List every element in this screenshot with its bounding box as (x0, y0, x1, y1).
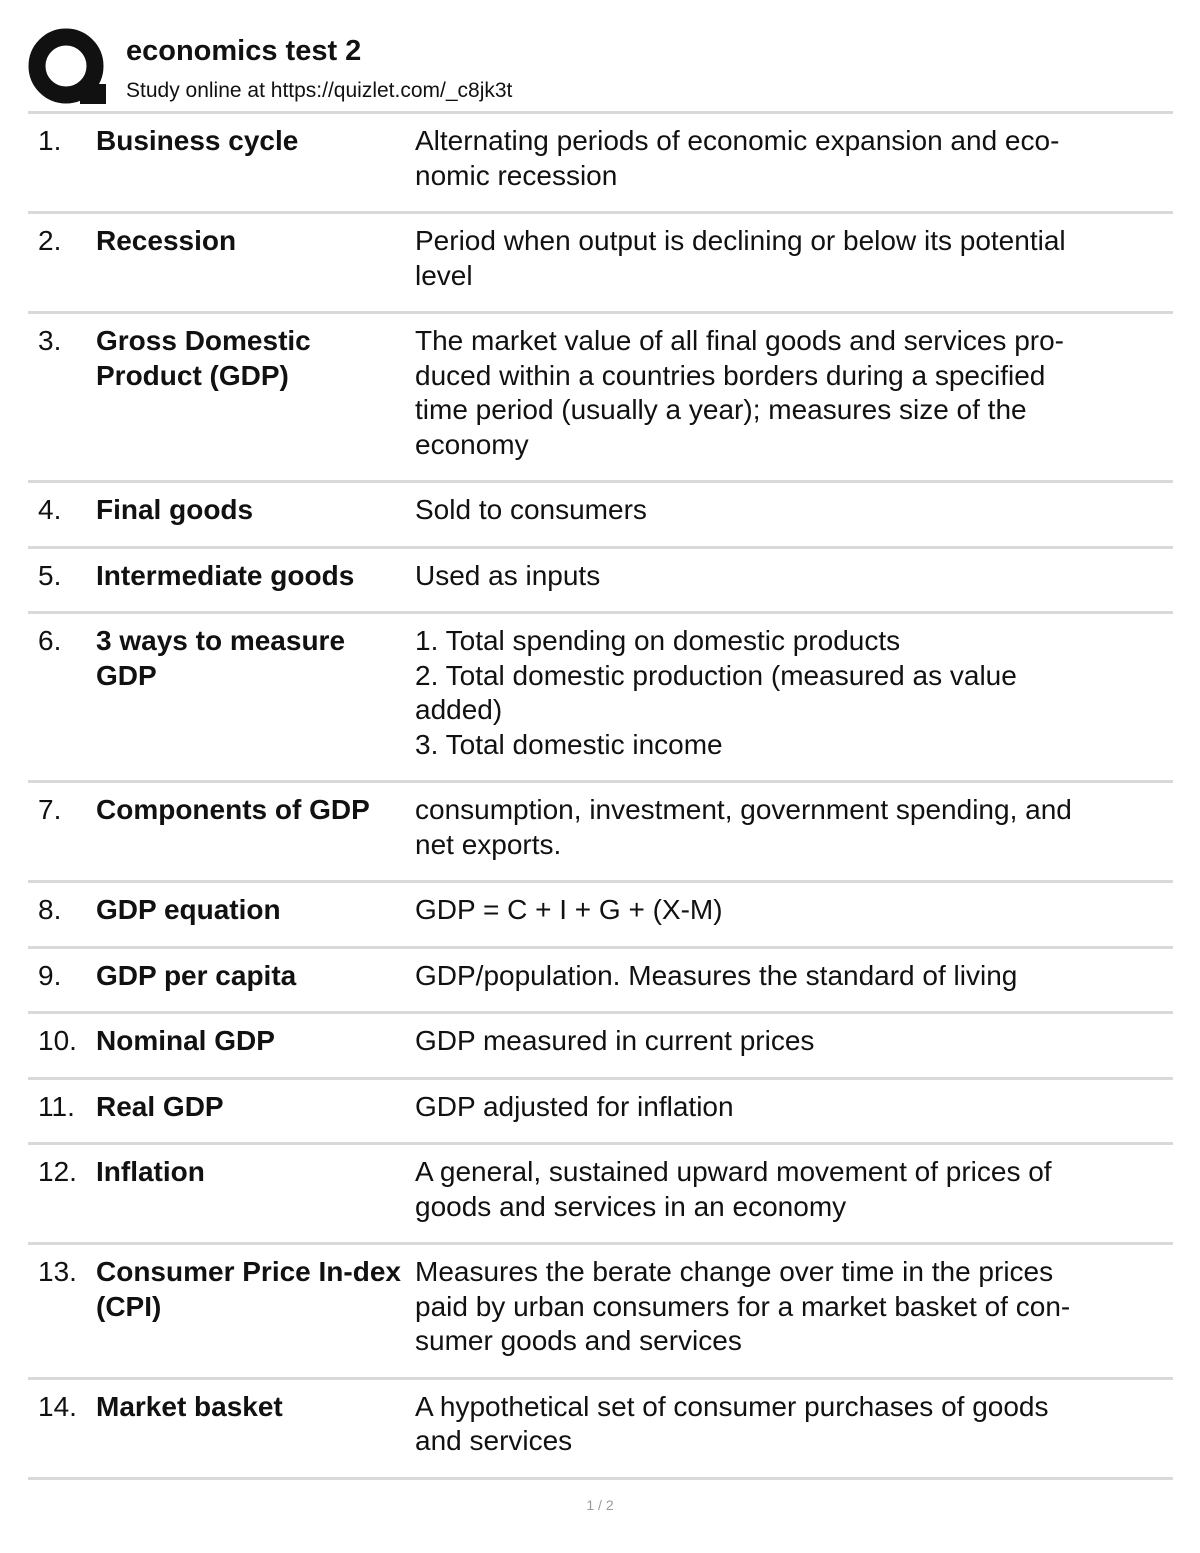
term-definition (415, 959, 1173, 994)
definition-line: GDP/population. Measures the standard of living (415, 959, 1018, 991)
term-number: 5. (38, 559, 62, 591)
term-row (28, 1080, 1173, 1146)
term-row (28, 783, 1173, 883)
term-number: 12. (38, 1156, 77, 1187)
term-name: Inflation (96, 1156, 205, 1187)
term-definition (415, 1390, 1173, 1459)
definition-line: The market value of all final goods and services pro- (415, 325, 1064, 356)
term-name: Nominal GDP (96, 1025, 275, 1056)
definition-line: added) (415, 694, 503, 725)
term-name: 3 ways to measure GDP (96, 625, 346, 691)
term-definition (415, 624, 1173, 762)
term-number: 13. (38, 1256, 77, 1287)
term-definition (415, 324, 1173, 462)
term-definition (415, 124, 1173, 193)
term-definition (415, 493, 1173, 528)
term-row (28, 1245, 1173, 1380)
document-title: economics test 2 (126, 35, 362, 67)
page-indicator: 1 / 2 (586, 1497, 614, 1513)
definition-line: level (415, 259, 473, 291)
term-definition (415, 893, 1173, 928)
term-number: 4. (38, 494, 62, 525)
definition-line: GDP = C + I + G + (X-M) (415, 894, 723, 925)
term-name: Intermediate goods (96, 559, 355, 591)
term-name: GDP equation (96, 894, 281, 925)
definition-line: net exports. (415, 828, 562, 860)
quizlet-q-logo-icon (28, 28, 108, 108)
term-row (28, 1145, 1173, 1245)
term-number: 8. (38, 894, 62, 925)
definition-line: sumer goods and services (415, 1325, 742, 1356)
study-online-link-text: Study online at https://quizlet.com/_c8jk3t (126, 79, 513, 102)
definition-line: goods and services in an economy (415, 1190, 847, 1222)
definition-line: nomic recession (415, 159, 618, 191)
term-definition (415, 1155, 1173, 1224)
term-row (28, 114, 1173, 214)
definition-line: 2. Total domestic production (measured as value (415, 659, 1017, 691)
term-name: Business cycle (96, 125, 299, 156)
definition-line: GDP measured in current prices (415, 1025, 815, 1056)
definition-line: Period when output is declining or below its potential (415, 225, 1066, 256)
definition-line: Alternating periods of economic expansion and eco- (415, 125, 1060, 156)
definition-line: time period (usually a year); measures size of the (415, 394, 1027, 425)
definition-line: Used as inputs (415, 559, 601, 591)
term-name: Gross Domestic Product (GDP) (96, 325, 311, 391)
definition-line: GDP adjusted for inflation (415, 1090, 734, 1122)
term-definition (415, 1090, 1173, 1125)
definition-line: A general, sustained upward movement of prices of (415, 1156, 1052, 1187)
term-name: Components of GDP (96, 794, 370, 825)
term-name: Recession (96, 225, 237, 256)
term-name: Final goods (96, 494, 254, 525)
term-definition (415, 224, 1173, 293)
term-name: Market basket (96, 1390, 283, 1422)
term-row (28, 214, 1173, 314)
term-number: 6. (38, 625, 62, 656)
definition-line: Measures the berate change over time in the prices (415, 1256, 1054, 1287)
term-row (28, 883, 1173, 949)
term-number: 9. (38, 959, 62, 991)
definition-line: and services (415, 1425, 573, 1456)
definition-line: 1. Total spending on domestic products (415, 625, 901, 656)
term-name: GDP per capita (96, 959, 297, 991)
definition-line: paid by urban consumers for a market basket of con- (415, 1290, 1071, 1322)
document-header (28, 28, 1173, 112)
definition-line: A hypothetical set of consumer purchases of goods (415, 1390, 1049, 1422)
definition-line: 3. Total domestic income (415, 728, 723, 760)
term-number: 2. (38, 225, 62, 256)
term-definition (415, 1255, 1173, 1359)
term-name: Real GDP (96, 1090, 224, 1122)
term-row (28, 314, 1173, 483)
definition-line: duced within a countries borders during a specified (415, 359, 1046, 391)
term-row (28, 483, 1173, 549)
term-number: 14. (38, 1390, 77, 1422)
definition-line: consumption, investment, government spending, and (415, 794, 1072, 825)
term-row (28, 1380, 1173, 1480)
term-definition (415, 1024, 1173, 1059)
term-row (28, 1014, 1173, 1080)
term-name: Consumer Price In-dex (CPI) (96, 1256, 401, 1322)
term-definition (415, 559, 1173, 594)
term-number: 1. (38, 125, 62, 156)
terms-list (28, 114, 1173, 1480)
term-number: 3. (38, 325, 62, 356)
term-row (28, 614, 1173, 783)
term-definition (415, 793, 1173, 862)
term-row (28, 549, 1173, 615)
definition-line: economy (415, 428, 529, 460)
term-number: 7. (38, 794, 62, 825)
term-number: 11. (38, 1090, 75, 1122)
term-row (28, 949, 1173, 1015)
term-number: 10. (38, 1025, 77, 1056)
definition-line: Sold to consumers (415, 494, 647, 525)
